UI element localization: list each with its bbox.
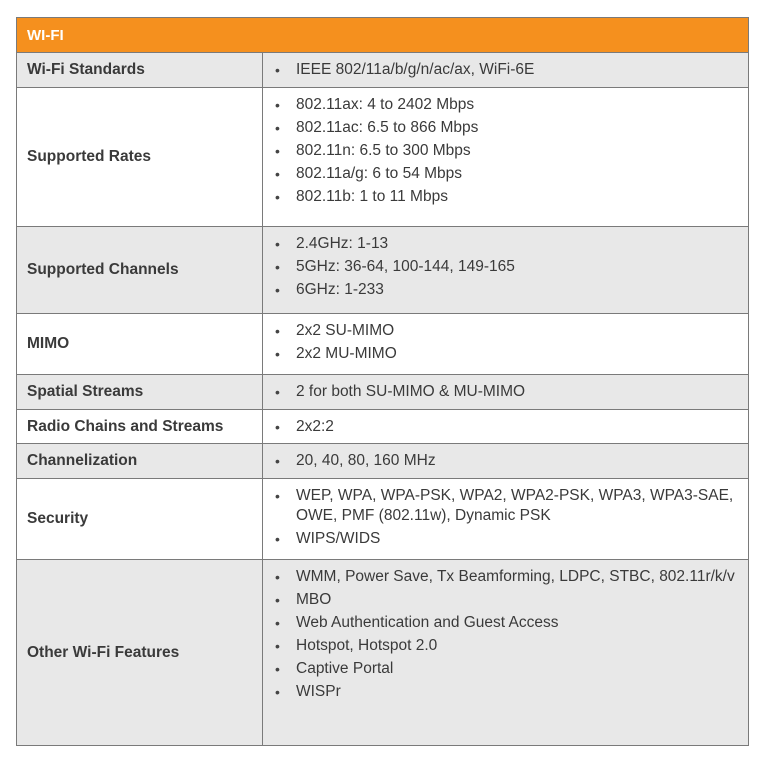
list-item: • IEEE 802/11a/b/g/n/ac/ax, WiFi-6E [263, 60, 748, 80]
row-spatial-streams [17, 375, 748, 410]
list-item: • 20, 40, 80, 160 MHz [263, 451, 748, 471]
row-other-features [17, 560, 748, 745]
list-item: • WMM, Power Save, Tx Beamforming, LDPC, STBC, 802.11r/k/v [263, 567, 748, 587]
row-values [263, 410, 748, 443]
list-item: • WIPS/WIDS [263, 529, 748, 549]
row-label: Supported Channels [17, 227, 263, 313]
list-item: • 6GHz: 1-233 [263, 280, 748, 300]
row-security [17, 479, 748, 560]
row-channelization [17, 444, 748, 479]
row-label: Channelization [17, 444, 263, 478]
list-item: • 2x2 SU-MIMO [263, 321, 748, 341]
row-label: Other Wi-Fi Features [17, 560, 263, 745]
row-label: Supported Rates [17, 88, 263, 226]
row-supported-rates [17, 88, 748, 227]
row-label: Radio Chains and Streams [17, 410, 263, 443]
list-item: • 802.11ax: 4 to 2402 Mbps [263, 95, 748, 115]
row-radio-chains [17, 410, 748, 444]
row-values [263, 53, 748, 87]
list-item: • 802.11b: 1 to 11 Mbps [263, 187, 748, 207]
row-label: MIMO [17, 314, 263, 374]
list-item: • Web Authentication and Guest Access [263, 613, 748, 633]
list-item: • 2 for both SU-MIMO & MU-MIMO [263, 382, 748, 402]
list-item: • WEP, WPA, WPA-PSK, WPA2, WPA2-PSK, WPA3, WPA3-SAE, OWE, PMF (802.11w), Dynamic PSK [263, 486, 748, 526]
row-values [263, 314, 748, 374]
wifi-spec-table [16, 17, 749, 746]
list-item: • MBO [263, 590, 748, 610]
row-values [263, 88, 748, 226]
list-item: • WISPr [263, 682, 748, 702]
list-item: • 802.11a/g: 6 to 54 Mbps [263, 164, 748, 184]
table-header: WI-FI [17, 18, 748, 53]
list-item: • 2x2:2 [263, 417, 748, 437]
row-values [263, 479, 748, 559]
list-item: • Hotspot, Hotspot 2.0 [263, 636, 748, 656]
row-label: Spatial Streams [17, 375, 263, 409]
list-item: • 2x2 MU-MIMO [263, 344, 748, 364]
row-values [263, 375, 748, 409]
row-label: Wi-Fi Standards [17, 53, 263, 87]
row-supported-channels [17, 227, 748, 314]
row-mimo [17, 314, 748, 375]
list-item: • Captive Portal [263, 659, 748, 679]
row-values [263, 444, 748, 478]
row-values [263, 227, 748, 313]
list-item: • 802.11ac: 6.5 to 866 Mbps [263, 118, 748, 138]
list-item: • 5GHz: 36-64, 100-144, 149-165 [263, 257, 748, 277]
list-item: • 2.4GHz: 1-13 [263, 234, 748, 254]
row-label: Security [17, 479, 263, 559]
row-values [263, 560, 748, 745]
list-item: • 802.11n: 6.5 to 300 Mbps [263, 141, 748, 161]
row-wifi-standards [17, 53, 748, 88]
